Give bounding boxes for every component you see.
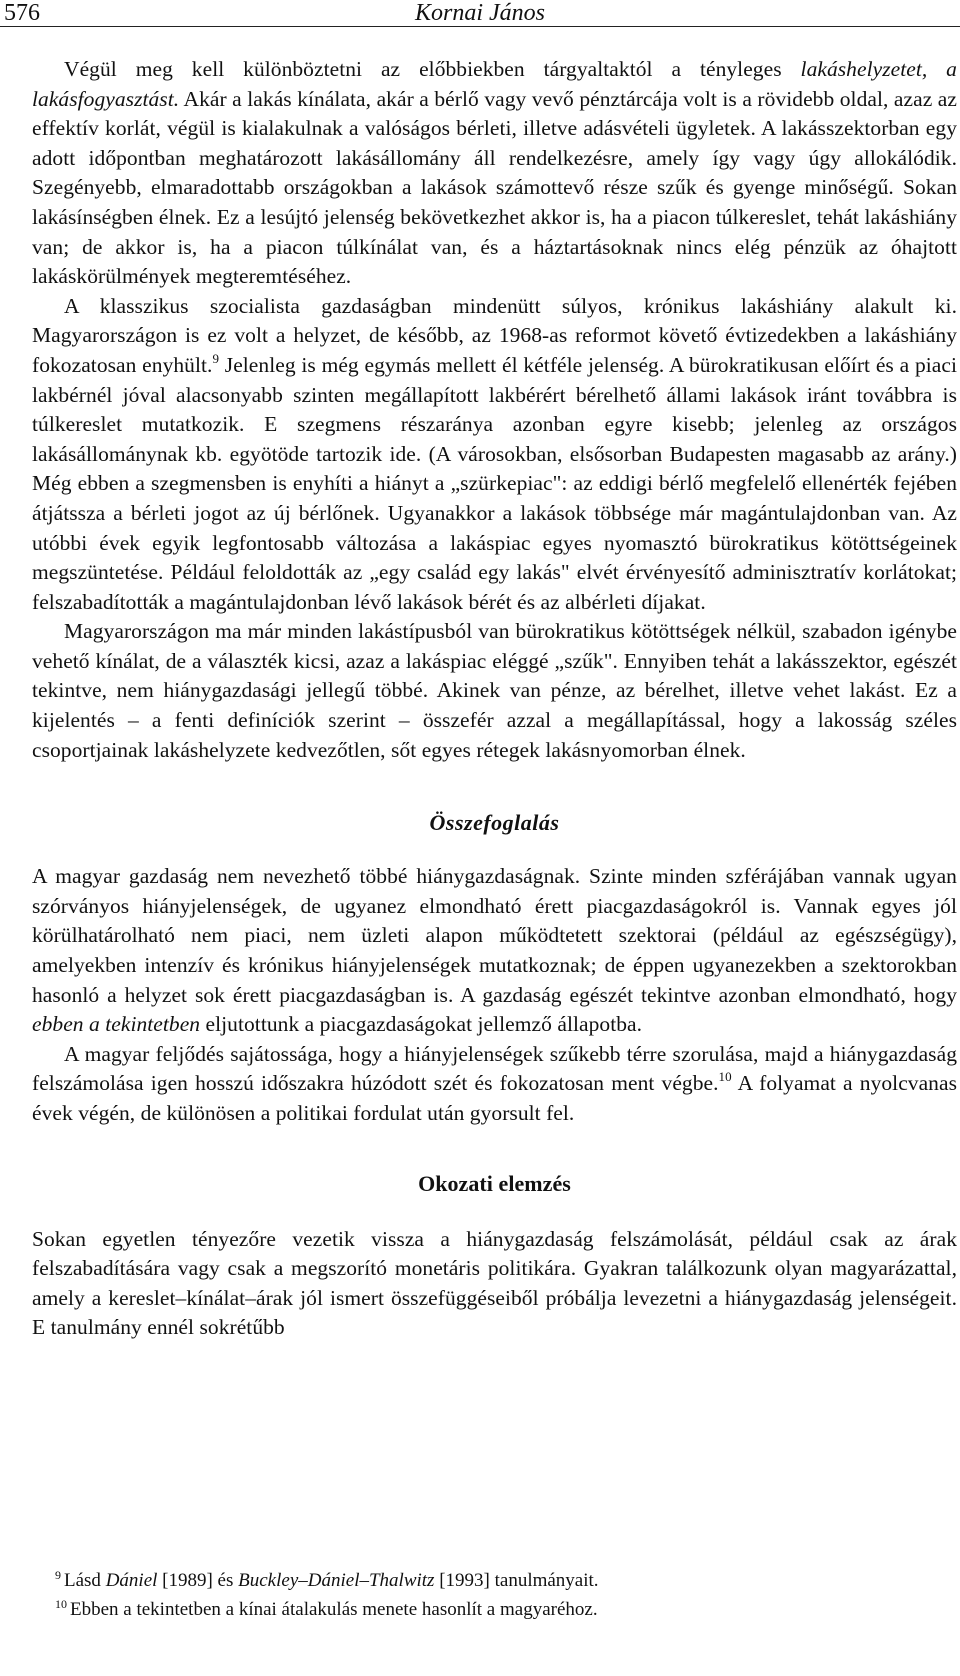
emphasis-in-this-respect: ebben a tekintetben (32, 1012, 201, 1037)
page-header (0, 0, 960, 27)
section-heading-causal-analysis: Okozati elemzés (418, 1170, 571, 1196)
page-number: 576 (4, 0, 40, 26)
paragraph-housing-situation: Végül meg kell különböztetni az előbbiekben tárgyaltaktól a tényleges lakáshelyzetet, a lakásfogyasztást. Akár a lakás kínálata, akár a bérlő vagy vevő pénztárcája volt is a rövidebb oldal, azaz az effektív korlát, végül is kialakulnak a valóságos bérleti, illetve adásvételi ügyletek. A lakásszektorban egy adott időpontban meghatározott lakásállomány áll rendelkezésre, amely így vagy úgy allokálódik. Szegényebb, elmaradottabb országokban a lakások számottevő része szűk és gyenge minőségű. Sokan lakásínségben élnek. Ez a lesújtó jelenség bekövetkezhet akkor is, ha a piacon túlkereslet, tehát lakáshiány van; de akkor is, ha a piacon túlkínálat van, és a háztartásoknak nincs elég pénzük az óhajtott lakáskörülmények megteremtéséhez. (32, 57, 957, 289)
running-title-author: Kornai János (414, 0, 545, 26)
footnotes (55, 1568, 935, 1626)
paragraph-hungary-housing-market: Magyarországon ma már minden lakástípusból van bürokratikus kötöttségek nélkül, szabadon igénybe vehető kínálat, de a választék kicsi, azaz a lakáspiac eléggé „szűk". Ennyiben tehát a lakásszektor, egészét tekintve, nem hiánygazdasági jellegű többé. Akinek van pénze, az bérelhet, illetve vehet lakást. Ez a kijelentés – a fenti definíciók szerint – összefér azzal a megállapítással, hogy a lakosság széles csoportjainak lakáshelyzete kedvezőtlen, sőt egyes rétegek lakásnyomorban élnek. (32, 619, 957, 762)
footnote-ref-10[interactable]: 10 (718, 1069, 732, 1085)
footnote-10: $^{10}$ Ebben a tekintetben a kínai átalakulás menete hasonlít a magyaréhoz. (55, 1596, 598, 1620)
paragraph-causal-analysis: Sokan egyetlen tényezőre vezetik vissza a hiánygazdaság felszámolását, például csak az árak felszabadítására vagy csak a megszorító monetáris politikára. Gyakran találkozunk olyan magyarázattal, amely a kereslet–kínálat–árak jól ismert összefüggéseiből próbálja levezetni a hiánygazdaság jelenségeit. E tanulmány ennél sokrétűbb (32, 1226, 957, 1340)
paragraph-summary-2: A magyar feljődés sajátossága, hogy a hiányjelenségek szűkebb térre szorulása, majd a hiánygazdaság felszámolása igen hosszú időszakra húzódott szét és fokozatosan ment végbe.$^{10}$ A folyamat a nyolcvanas évek végén, de különösen a politikai fordulat után gyorsult fel. (32, 1041, 957, 1125)
paragraph-socialist-housing-shortage: A klasszikus szocialista gazdaságban mindenütt súlyos, krónikus lakáshiány alakult ki. Magyarországon is ez volt a helyzet, de később, az 1968-as reformot követő évtizedekben a lakáshiány fokozatosan enyhült.$^9$ Jelenleg is még egymás mellett él kétféle jelenség. A bürokratikusan előírt és a piaci lakbérnél jóval alacsonyabb szinten megállapított lakbérért bérelhető állami lakások iránt továbbra is túlkereslet mutatkozik. E szegmens részaránya azonban egyre kisebb; jelenleg az országos lakásállománynak kb. egyötöde tartozik ide. (A városokban, elsősorban Budapesten magasabb az arány.) Még ebben a szegmensben is enyhíti a hiányt a „szürkepiac": az eddigi bérlő megfelelő ellenérték fejében átjátssza a bérleti jogot az új bérlőnek. Ugyanakkor a lakások többsége már magántulajdonban van. Az utóbbi évek egyik legfontosabb változása a lakáspiac egyes nyomasztó bürokratikus kötöttségeinek megszüntetése. Például feloldották az „egy család egy lakás" elvét érvényesítő adminisztratív korlátokat; felszabadították a magántulajdonban lévő lakások bérét és az albérleti díjakat. (32, 293, 957, 614)
footnote-9: $^9$ Lásd Dániel [1989] és Buckley–Dániel–Thalwitz [1993] tanulmányait. (55, 1567, 599, 1591)
footnote-marker-9: 9 (55, 1567, 61, 1582)
main-text (32, 55, 957, 1343)
footnote-marker-10: 10 (55, 1596, 67, 1611)
emphasis-housing-consumption: lakáshelyzetet, a lakásfogyasztást. (32, 57, 957, 111)
footnote-ref-9[interactable]: 9 (212, 350, 220, 366)
paragraph-summary-1: A magyar gazdaság nem nevezhető többé hiánygazdaságnak. Szinte minden szférájában vannak ugyan szórványos hiányjelenségek, de ugyanez elmondható érett piacgazdaságokról is. Vannak egyes jól körülhatárolható nem piaci, nem üzleti alapon működtetett szektorai (például az egészségügy), amelyekben intenzív és krónikus hiányjelenségek mutatkoznak; de éppen ugyanezekben a szektorokban hasonló a helyzet sok érett piacgazdaságban is. A gazdaság egészét tekintve azonban elmondható, hogy ebben a tekintetben eljutottunk a piacgazdaságokat jellemző állapotba. (32, 864, 957, 1037)
section-heading-summary: Összefoglalás (429, 810, 560, 836)
